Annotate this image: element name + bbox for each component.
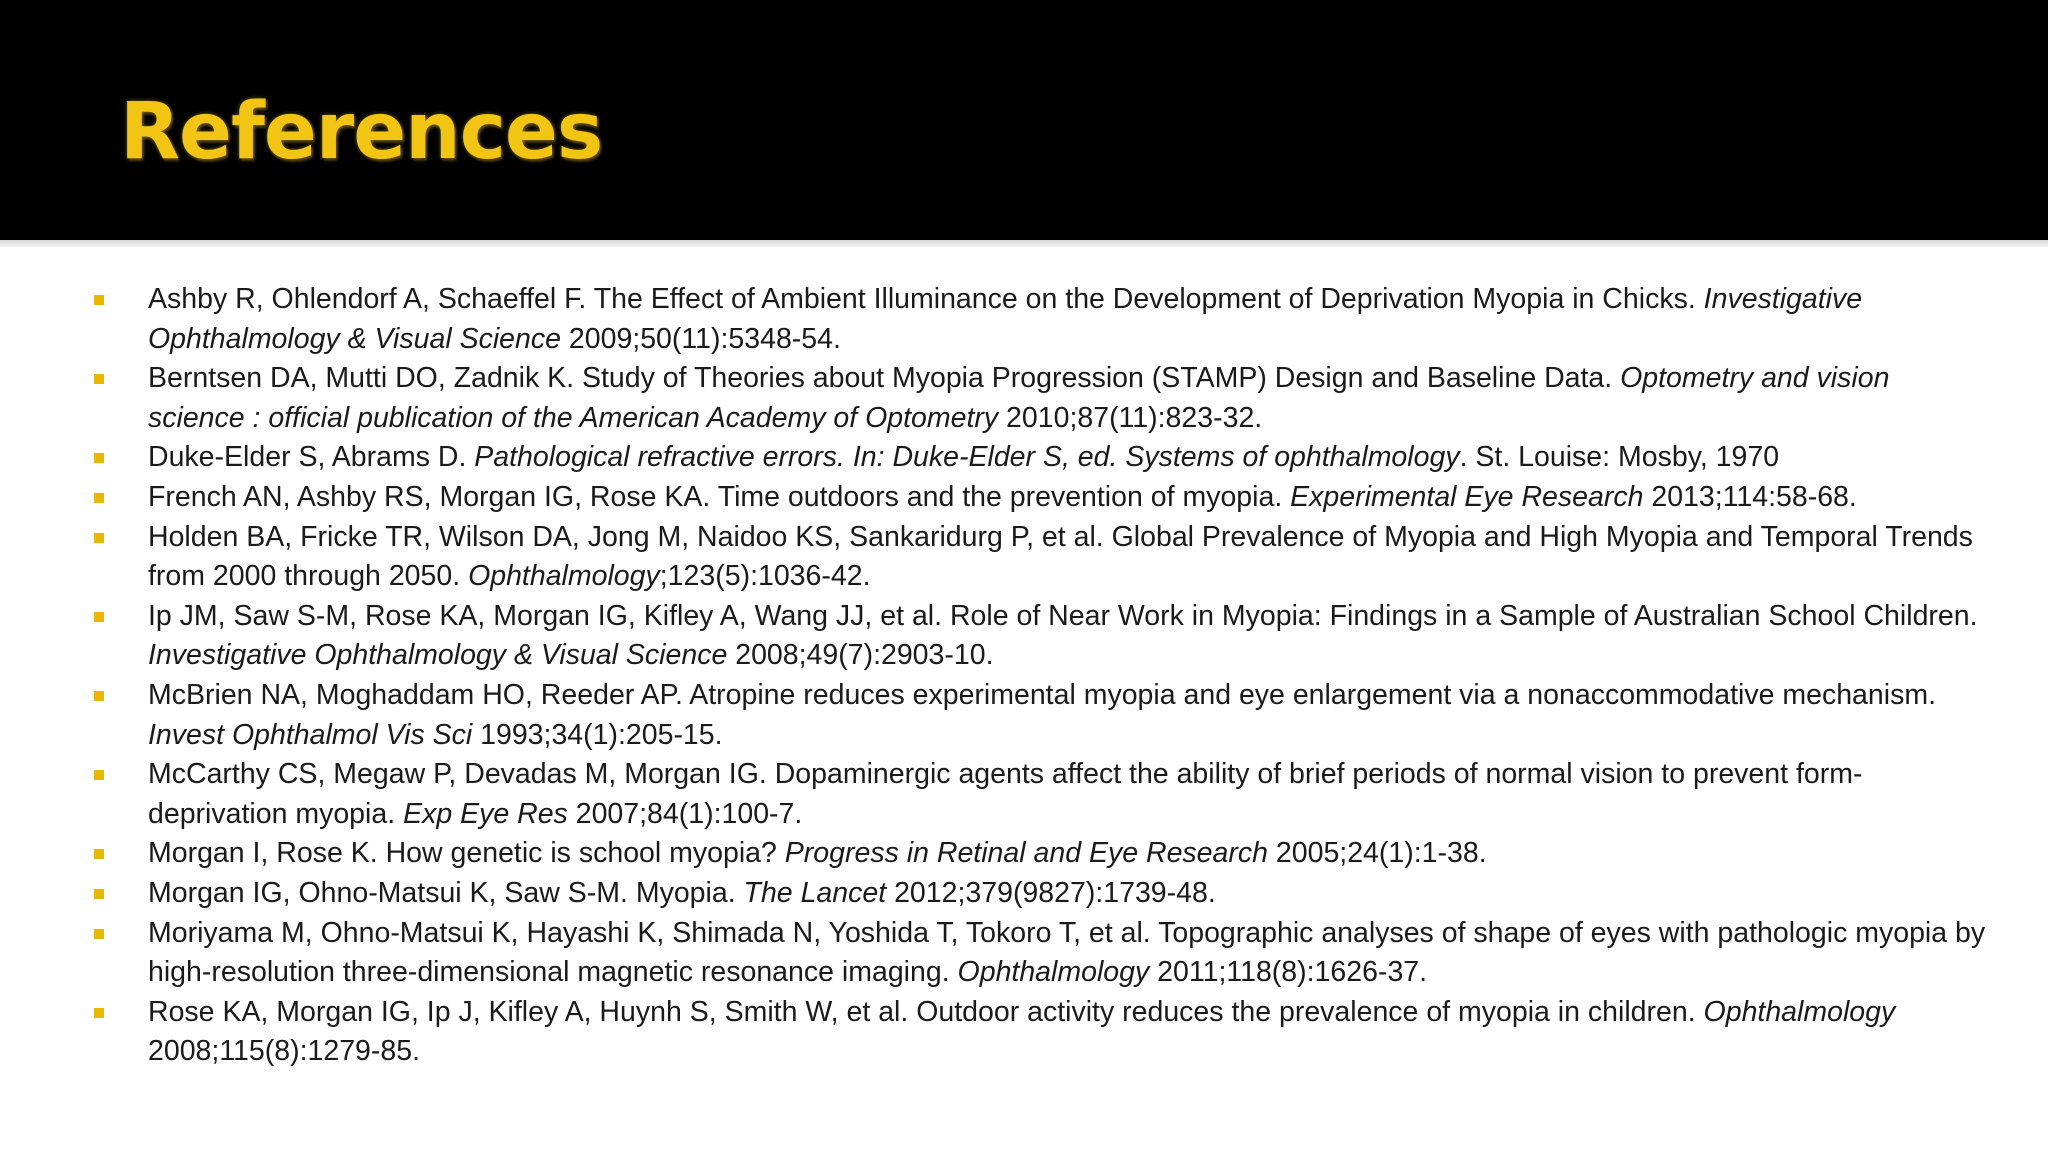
reference-journal: Ophthalmology xyxy=(468,560,660,593)
square-bullet-icon xyxy=(94,374,104,384)
reference-authors-title: Moriyama M, Ohno-Matsui K, Hayashi K, Shimada N, Yoshida T, Tokoro T, et al. Topographic analyses of shape of eyes with pathologic myopia by high-resolution three-dimensional magnetic resonance imaging. xyxy=(148,916,1986,989)
reference-authors-title: McBrien NA, Moghaddam HO, Reeder AP. Atropine reduces experimental myopia and eye enlargement via a nonaccommodative mechanism. xyxy=(148,678,1936,711)
square-bullet-icon xyxy=(94,295,104,305)
reference-authors-title: Rose KA, Morgan IG, Ip J, Kifley A, Huynh S, Smith W, et al. Outdoor activity reduces the prevalence of myopia in children. xyxy=(148,995,1704,1028)
square-bullet-icon xyxy=(94,691,104,701)
reference-item xyxy=(90,518,1990,597)
reference-journal: Investigative Ophthalmology & Visual Science xyxy=(148,639,728,672)
reference-journal: Ophthalmology xyxy=(1703,995,1896,1028)
reference-journal: Ophthalmology xyxy=(957,956,1150,989)
reference-citation: 2007;84(1):100-7. xyxy=(567,797,803,830)
reference-journal: Progress in Retinal and Eye Research xyxy=(784,837,1268,870)
reference-journal: The Lancet xyxy=(743,876,887,909)
square-bullet-icon xyxy=(94,1008,104,1018)
reference-journal: Invest Ophthalmol Vis Sci xyxy=(148,718,473,751)
reference-list xyxy=(90,280,1990,1072)
reference-journal: Exp Eye Res xyxy=(403,797,568,830)
reference-citation: 2008;49(7):2903-10. xyxy=(727,639,994,672)
reference-item xyxy=(90,280,1990,359)
reference-authors-title: Duke-Elder S, Abrams D. xyxy=(148,441,475,474)
square-bullet-icon xyxy=(94,929,104,939)
reference-citation: 2010;87(11):823-32. xyxy=(998,401,1263,434)
reference-citation: 2013;114:58-68. xyxy=(1643,480,1857,513)
reference-citation: 2005;24(1):1-38. xyxy=(1267,837,1487,870)
reference-authors-title: French AN, Ashby RS, Morgan IG, Rose KA. Time outdoors and the prevention of myopia. xyxy=(148,480,1291,513)
reference-citation: 2008;115(8):1279-85. xyxy=(148,1035,421,1068)
reference-citation: 2012;379(9827):1739-48. xyxy=(886,876,1216,909)
reference-authors-title: Ip JM, Saw S-M, Rose KA, Morgan IG, Kifley A, Wang JJ, et al. Role of Near Work in Myopia: Findings in a Sample of Australian School Children. xyxy=(148,599,1978,632)
reference-item xyxy=(90,874,1990,914)
reference-item xyxy=(90,834,1990,874)
reference-authors-title: Berntsen DA, Mutti DO, Zadnik K. Study of Theories about Myopia Progression (STAMP) Design and Baseline Data. xyxy=(148,362,1621,395)
reference-citation: 1993;34(1):205-15. xyxy=(472,718,723,751)
reference-item xyxy=(90,359,1990,438)
reference-authors-title: Morgan IG, Ohno-Matsui K, Saw S-M. Myopia. xyxy=(148,876,744,909)
reference-item xyxy=(90,676,1990,755)
square-bullet-icon xyxy=(94,849,104,859)
reference-journal: Experimental Eye Research xyxy=(1290,480,1644,513)
reference-authors-title: Holden BA, Fricke TR, Wilson DA, Jong M, Naidoo KS, Sankaridurg P, et al. Global Prevalence of Myopia and High Myopia and Temporal Trends from 2000 through 2050. xyxy=(148,520,1973,593)
reference-citation: 2009;50(11):5348-54. xyxy=(560,322,841,355)
reference-authors-title: Morgan I, Rose K. How genetic is school myopia? xyxy=(148,837,785,870)
title-band xyxy=(0,0,2048,240)
reference-citation: . St. Louise: Mosby, 1970 xyxy=(1459,441,1780,474)
square-bullet-icon xyxy=(94,493,104,503)
reference-item xyxy=(90,597,1990,676)
reference-journal: Pathological refractive errors. In: Duke-Elder S, ed. Systems of ophthalmology xyxy=(474,441,1460,474)
reference-authors-title: Ashby R, Ohlendorf A, Schaeffel F. The Effect of Ambient Illuminance on the Development of Deprivation Myopia in Chicks. xyxy=(148,283,1704,315)
title-divider xyxy=(0,240,2048,247)
square-bullet-icon xyxy=(94,612,104,622)
reference-citation: 2011;118(8):1626-37. xyxy=(1149,956,1428,989)
reference-authors-title: McCarthy CS, Megaw P, Devadas M, Morgan IG. Dopaminergic agents affect the ability of brief periods of normal vision to prevent form-deprivation myopia. xyxy=(148,758,1863,830)
reference-item xyxy=(90,438,1990,478)
reference-item xyxy=(90,755,1990,834)
reference-item xyxy=(90,478,1990,518)
reference-item xyxy=(90,993,1990,1072)
square-bullet-icon xyxy=(94,453,104,463)
slide-title: References xyxy=(120,87,603,177)
square-bullet-icon xyxy=(94,533,104,543)
square-bullet-icon xyxy=(94,770,104,780)
reference-journal: Optometry and vision science : official publication of the American Academy of Optometry xyxy=(148,362,1890,434)
reference-item xyxy=(90,914,1990,993)
reference-citation: ;123(5):1036-42. xyxy=(659,560,871,593)
square-bullet-icon xyxy=(94,889,104,899)
reference-journal: Investigative Ophthalmology & Visual Science xyxy=(148,283,1863,355)
